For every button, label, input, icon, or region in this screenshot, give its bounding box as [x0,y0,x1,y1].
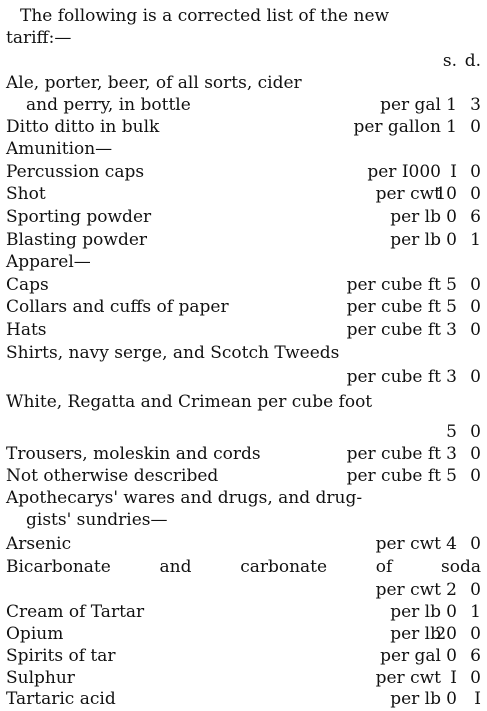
tariff-row [6,667,481,689]
tariff-row [6,623,481,645]
section-label: Apothecarys' wares and drugs, and drug- [6,488,363,508]
tariff-row [6,391,481,413]
tariff-row [6,601,481,623]
item-shillings: 2 [446,580,457,600]
item-unit: per cube ft [346,320,441,340]
item-unit: per lb [390,624,441,644]
item-shillings: 1 [446,117,457,137]
item-label: Shirts, navy serge, and Scotch Tweeds [6,343,340,363]
intro-line-1 [20,5,481,27]
intro-text-1: The following is a corrected list of the new [20,6,390,26]
tariff-row [6,443,481,465]
tariff-row [6,274,481,296]
item-shillings: 3 [446,320,457,340]
tariff-row [6,183,481,205]
tariff-row [6,161,481,183]
item-label: Blasting powder [6,230,148,250]
tariff-row [6,688,481,710]
item-shillings: 0 [446,646,457,666]
item-label: Not otherwise described [6,466,219,486]
section-heading [6,487,481,509]
item-unit: per gal [380,646,441,666]
tariff-row [6,556,481,578]
item-pence: 0 [470,162,481,182]
item-shillings: 5 [446,466,457,486]
section-heading-continuation [6,509,481,531]
item-unit: per cube ft [346,275,441,295]
item-label: Hats [6,320,47,340]
item-pence: 0 [470,117,481,137]
item-unit: per gal [380,95,441,115]
item-unit: per cwt [375,534,441,554]
item-label: White, Regatta and Crimean per cube foot [6,392,373,412]
item-pence: 6 [470,646,481,666]
item-pence: 0 [470,466,481,486]
item-pence: 0 [470,320,481,340]
item-label: Collars and cuffs of paper [6,297,229,317]
item-label: Ditto ditto in bulk [6,117,160,137]
item-label: Trousers, moleskin and cords [6,444,261,464]
item-shillings: 3 [446,444,457,464]
item-unit: per cube ft [346,444,441,464]
item-shillings: 20 [435,624,457,644]
intro-line-2 [6,27,481,49]
item-label: Tartaric acid [6,689,116,709]
section-label: gists' sundries— [26,510,168,530]
item-shillings: 1 [446,95,457,115]
item-unit: per I000 [367,162,441,182]
tariff-row [6,342,481,364]
item-label: Sulphur [6,668,75,688]
tariff-row [6,206,481,228]
tariff-row [6,229,481,251]
item-label: Shot [6,184,46,204]
tariff-row [6,94,481,116]
item-pence: 0 [470,444,481,464]
item-pence: 0 [470,367,481,387]
item-pence: 0 [470,297,481,317]
intro-text-2: tariff:— [6,28,72,48]
tariff-row [6,72,481,94]
item-pence: 0 [470,580,481,600]
tariff-row-continuation [6,366,481,388]
item-label: Cream of Tartar [6,602,145,622]
item-label: Bicarbonate and carbonate of soda [6,557,481,577]
item-shillings: 0 [446,207,457,227]
section-label: Apparel— [6,252,91,272]
item-pence: 0 [470,184,481,204]
item-pence: 0 [470,668,481,688]
item-label: Ale, porter, beer, of all sorts, cider [6,73,302,93]
tariff-row [6,116,481,138]
item-unit: per lb [390,207,441,227]
item-shillings: 0 [446,689,457,709]
item-unit: per lb [390,230,441,250]
item-shillings: 5 [446,422,457,442]
tariff-row [6,645,481,667]
item-label: Caps [6,275,49,295]
tariff-row [6,296,481,318]
item-label: Arsenic [6,534,72,554]
item-pence: 0 [470,624,481,644]
item-pence: 3 [470,95,481,115]
item-label: Opium [6,624,64,644]
column-header-pence: d. [464,51,481,71]
item-label: Percussion caps [6,162,145,182]
column-header [6,50,481,72]
tariff-row-continuation [6,421,481,443]
item-shillings: 5 [446,275,457,295]
item-shillings: 3 [446,367,457,387]
column-header-shillings: s. [442,51,457,71]
item-unit: per gallon [353,117,441,137]
item-unit: per cwt [375,580,441,600]
item-unit: per cube ft [346,297,441,317]
item-shillings: 4 [446,534,457,554]
item-unit: per lb [390,689,441,709]
item-shillings: 5 [446,297,457,317]
section-heading [6,138,481,160]
tariff-row [6,533,481,555]
item-label: Sporting powder [6,207,152,227]
item-label: and perry, in bottle [26,95,191,115]
item-shillings: I [450,668,457,688]
section-heading [6,251,481,273]
item-shillings: 0 [446,230,457,250]
item-shillings: 10 [435,184,457,204]
section-label: Amunition— [6,139,113,159]
item-unit: per cube ft [346,367,441,387]
item-pence: 0 [470,422,481,442]
item-label: Spirits of tar [6,646,116,666]
item-shillings: 0 [446,602,457,622]
item-pence: 1 [470,602,481,622]
item-pence: 1 [470,230,481,250]
item-shillings: I [450,162,457,182]
tariff-row-continuation [6,579,481,601]
item-unit: per cwt [375,184,441,204]
tariff-row [6,465,481,487]
tariff-row [6,319,481,341]
item-pence: I [474,689,481,709]
item-pence: 0 [470,534,481,554]
item-pence: 6 [470,207,481,227]
item-unit: per cube ft [346,466,441,486]
item-unit: per cwt [375,668,441,688]
item-pence: 0 [470,275,481,295]
item-unit: per lb [390,602,441,622]
